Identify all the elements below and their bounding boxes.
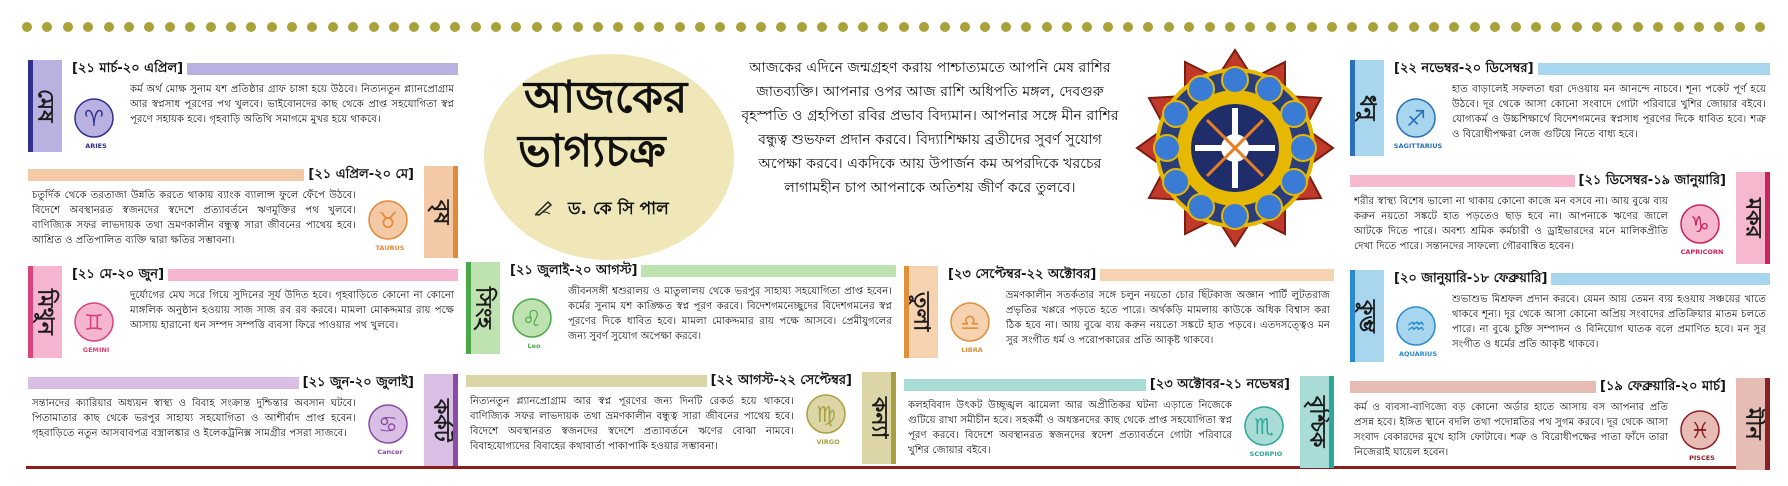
border-dot	[675, 22, 685, 32]
zodiac-symbol-caption: VIRGO	[816, 438, 840, 446]
tab-accent-rail	[28, 266, 33, 358]
tab-accent-rail	[1765, 172, 1770, 264]
horoscope-text: দুর্যোগের মেঘ সরে গিয়ে সুদিনের সূর্য উদিত হবে। গৃহবাড়িতে কোনো না কোনো মাঙ্গলিক অনুষ্ঠান হওয়ায় সাজ সাজ রব রব করবে। মামলা মোকদ্দমার রায় পক্ষে আসায় হারানো ধন সম্পদ সম্পত্তি ব্যবসা ফিরে পাওয়ার পথ খুলবে।	[130, 290, 454, 331]
sign-name-tab	[466, 262, 500, 354]
border-dot	[878, 22, 888, 32]
border-dot	[573, 22, 583, 32]
svg-text:♈: ♈	[84, 107, 104, 132]
border-dot	[511, 22, 521, 32]
tab-accent-rail	[1350, 270, 1355, 362]
border-dot	[1653, 22, 1663, 32]
sign-name: মিথুন	[32, 289, 58, 335]
horoscope-text: কর্ম অর্থ মোক্ষ সুনাম যশ প্রতিষ্ঠার গ্রাফ চাঙ্গা হয়ে উঠবে। নিত্যনতুন প্ল্যানপ্রোগ্রাম আর স্বপ্নসাধ পূরণের পথ খুলবে। ভাইবোনদের কাছ থেকে প্রাপ্ত সহযোগিতা স্বপ্ন পূরণে সহায়ক হবে। গৃহবাড়ি অতিথি সমাগমে মুখর হয়ে থাকবে।	[130, 84, 454, 125]
horoscope-text: কলহবিবাদ উৎকট উচ্ছৃঙ্খল ঝামেলা আর অপ্রীতিকর ঘটনা এড়াতে নিজেকে গুটিয়ে রাখা সমীচীন হবে। সহকর্মী ও অধস্তনদের কাছ থেকে প্রাপ্ত সহযোগিতা স্বপ্ন পূরণ করবে। বিদেশে অবস্থানরত স্বজনদের স্বদেশ প্রত্যাবর্তনে গোটা পরিবারে খুশির জোয়ার বইবে।	[908, 400, 1232, 456]
border-dot	[1572, 22, 1582, 32]
border-dot	[1021, 22, 1031, 32]
horoscope-card-libra	[904, 266, 1334, 362]
sign-name: মেষ	[32, 89, 58, 123]
border-dot	[1143, 22, 1153, 32]
border-dot	[654, 22, 664, 32]
horoscope-card-aquarius	[1350, 270, 1770, 366]
date-range: [২১ এপ্রিল-২০ মে]	[304, 165, 418, 186]
border-dot	[838, 22, 848, 32]
date-range-header	[506, 262, 896, 280]
border-dot	[1266, 22, 1276, 32]
date-range: [১৯ ফেব্রুয়ারি-২০ মার্চ]	[1596, 377, 1730, 398]
sign-name: সিংহ	[470, 287, 496, 329]
zodiac-symbol-caption: AQUARIUS	[1398, 350, 1438, 358]
border-dot	[858, 22, 868, 32]
zodiac-symbol-caption: GEMINI	[82, 346, 110, 354]
date-range: [২২ নভেম্বর-২০ ডিসেম্বর]	[1390, 59, 1538, 80]
zodiac-symbol-caption: TAURUS	[375, 244, 405, 252]
svg-text:♓: ♓	[1690, 419, 1710, 444]
border-dot	[471, 22, 481, 32]
intro-paragraph: আজকের এদিনে জন্মগ্রহণ করায় পাশ্চাত্যমতে আপনি মেষ রাশির জাতব্যক্তি। আপনার ওপর আজ রাশি অধিপতি মঙ্গল, দেবগুরু বৃহস্পতি ও গ্রহপিতা রবির প্রভাব বিদ্যমান। আপনার সঙ্গে মীন রাশির বন্ধুত্ব শুভফল প্রদান করবে। বিদ্যাশিক্ষায় ব্রতীদের সুবর্ণ সুযোগ অপেক্ষা করবে। একদিকে আয় উপার্জন কম অপরদিকে খরচের লাগামহীন চাপ আপনাকে অতিশয় জীর্ণ করে তুলবে।	[741, 60, 1119, 196]
svg-text:♏: ♏	[1254, 415, 1274, 440]
border-dot	[206, 22, 216, 32]
aries-zodiac-icon	[68, 94, 120, 146]
border-dot	[104, 22, 114, 32]
border-dot	[226, 22, 236, 32]
header-color-bar	[1350, 175, 1575, 187]
border-dot	[42, 22, 52, 32]
border-dot	[776, 22, 786, 32]
header-color-bar	[1538, 63, 1770, 75]
horoscope-text: শুভাশুভ মিশ্রফল প্রদান করবে। যেমন আয় তেমন ব্যয় হওয়ায় সঞ্চয়ের খাতে থাকবে শূন্য। দূর থেকে আসা কোনো অপ্রিয় সংবাদের প্রতিক্রিয়ার মাতম চলতে পারে। না বুঝে চুক্তি সম্পাদন ও বিনিয়োগ ঘাতক বলে প্রমাণিত হবে। মন সুর সংগীত ও ধর্মের প্রতি আকৃষ্ট থাকবে।	[1452, 294, 1766, 350]
border-dot	[144, 22, 154, 32]
border-dot	[369, 22, 379, 32]
date-range: [২১ মে-২০ জুন]	[68, 265, 168, 286]
svg-text:♌: ♌	[522, 307, 542, 332]
date-range-header	[1350, 378, 1730, 396]
border-dot	[940, 22, 950, 32]
border-dot	[185, 22, 195, 32]
border-dot	[328, 22, 338, 32]
date-range-header	[466, 372, 856, 390]
tab-accent-rail	[904, 266, 909, 358]
border-dot	[1490, 22, 1500, 32]
sign-name: কর্কট	[428, 398, 454, 442]
horoscope-card-aries	[28, 60, 458, 156]
border-dot	[1001, 22, 1011, 32]
sign-name-tab	[1300, 376, 1334, 468]
border-dot	[246, 22, 256, 32]
border-dot	[1388, 22, 1398, 32]
zodiac-symbol-caption: CAPRICORN	[1680, 248, 1724, 256]
leo-zodiac-icon	[506, 294, 558, 346]
border-dot	[1347, 22, 1357, 32]
svg-text:♑: ♑	[1690, 213, 1710, 238]
border-dot	[491, 22, 501, 32]
zodiac-symbol-caption: SAGITTARIUS	[1393, 142, 1443, 150]
horoscope-text: চতুর্দিক থেকে তরতাজা উন্নতি করতে থাকায় ব্যাংক ব্যালান্স ফুলে ফেঁপে উঠবে। বিদেশে অবস্থানরত স্বজনদের স্বদেশে প্রত্যাবর্তনে ঋণমুক্তির পথ খুলবে। বাণিজ্যিক সফর লাভদায়ক তথা ভ্রমণকালীন বন্ধুত্ব সারা জীবনের পাথেয় হবে। আশ্রিত ও প্রতিপালিত ব্যক্তি দ্বারা ক্ষতির সম্ভাবনা।	[32, 190, 356, 246]
zodiac-symbol-caption: SCORPIO	[1249, 450, 1283, 458]
page-title-line1: আজকের	[524, 72, 688, 123]
border-dot	[1735, 22, 1745, 32]
border-dot	[1225, 22, 1235, 32]
horoscope-card-leo	[466, 262, 896, 358]
svg-text:♋: ♋	[378, 413, 398, 438]
sign-name: ধনু	[1354, 95, 1380, 121]
border-dot	[1103, 22, 1113, 32]
border-dot	[960, 22, 970, 32]
border-dot	[593, 22, 603, 32]
border-dot	[1674, 22, 1684, 32]
author-name: ড. কে সি পাল	[568, 199, 669, 219]
horoscope-card-sagittarius	[1350, 60, 1770, 160]
header-color-bar	[1100, 269, 1334, 281]
border-dot	[267, 22, 277, 32]
date-range: [২১ ডিসেম্বর-১৯ জানুয়ারি]	[1575, 171, 1730, 192]
border-dot	[348, 22, 358, 32]
sign-name-tab	[862, 372, 896, 464]
tab-accent-rail	[453, 374, 458, 466]
border-dot	[1307, 22, 1317, 32]
border-dot	[756, 22, 766, 32]
gemini-zodiac-icon	[68, 298, 120, 350]
horoscope-card-virgo	[466, 372, 896, 468]
date-range: [২১ জুন-২০ জুলাই]	[299, 373, 418, 394]
horoscope-card-taurus	[28, 166, 458, 262]
border-dot	[1531, 22, 1541, 32]
border-dot	[1470, 22, 1480, 32]
tab-accent-rail	[466, 262, 471, 354]
horoscope-text: সন্তানদের ক্যারিয়ার অধ্যয়ন স্বাস্থ্য ও বিবাহ সংক্রান্ত দুশ্চিন্তার অবসান ঘটবে। পিতামাতার কাছ থেকে ভরপুর সাহায্য সহযোগিতা ও আশীর্বাদ প্রাপ্ত হবেন। গৃহবাড়িতে নতুন আসবাবপত্র বস্ত্রালঙ্কার ও ইলেকট্রনিক্স সামগ্রীর পসরা সাজবে।	[32, 398, 356, 439]
zodiac-wheel-image	[1135, 48, 1335, 248]
sign-name: মীন	[1740, 408, 1766, 440]
sign-name-tab	[1736, 378, 1770, 470]
border-dot	[124, 22, 134, 32]
border-dot	[1123, 22, 1133, 32]
horoscope-card-pisces	[1350, 378, 1770, 474]
date-range-header	[904, 376, 1294, 394]
border-dot	[1409, 22, 1419, 32]
border-dot	[430, 22, 440, 32]
header-color-bar	[1551, 273, 1770, 285]
tab-accent-rail	[453, 166, 458, 258]
border-dot	[1612, 22, 1622, 32]
date-range: [২২ আগস্ট-২২ সেপ্টেম্বর]	[707, 371, 856, 392]
date-range: [২১ জুলাই-২০ আগস্ট]	[506, 261, 641, 282]
tab-accent-rail	[1329, 376, 1334, 468]
sign-name-tab	[904, 266, 938, 358]
border-dot	[409, 22, 419, 32]
date-range-header	[1390, 270, 1770, 288]
border-dot	[1062, 22, 1072, 32]
sign-name-tab	[424, 374, 458, 466]
border-dot	[1511, 22, 1521, 32]
zodiac-symbol-caption: LIBRA	[961, 346, 983, 354]
sign-name-tab	[28, 60, 62, 152]
sign-name-tab	[1350, 270, 1384, 362]
header-color-bar	[904, 379, 1146, 391]
sign-name: তুলা	[908, 292, 934, 332]
date-range: [২৩ সেপ্টেম্বর-২২ অক্টোবর]	[944, 265, 1100, 286]
border-dot	[1755, 22, 1765, 32]
aquarius-zodiac-icon	[1390, 302, 1442, 354]
date-range-header	[1350, 172, 1730, 190]
horoscope-text: নিত্যনতুন প্ল্যানপ্রোগ্রাম আর স্বপ্ন পূরণের জন্য দিনটি রেকর্ড হয়ে থাকবে। বাণিজ্যিক সফর লাভদায়ক তথা ভ্রমণকালীন বন্ধুত্ব সারা জীবনের পাথেয় হবে। বিদেশে অবস্থানরত স্বজনদের স্বদেশে প্রত্যাবর্তনে ঋণের বোঝা নামবে। বিবাহযোগ্যদের বিবাহের কথাবার্তা পাকাপাকি হওয়ার সম্ভাবনা।	[470, 396, 794, 452]
horoscope-card-capricorn	[1350, 172, 1770, 268]
border-dot	[695, 22, 705, 32]
border-dot	[1042, 22, 1052, 32]
border-dot	[1184, 22, 1194, 32]
pisces-zodiac-icon	[1674, 406, 1726, 458]
taurus-zodiac-icon	[362, 196, 414, 248]
tab-accent-rail	[1350, 60, 1355, 156]
border-dot	[1592, 22, 1602, 32]
border-dot	[450, 22, 460, 32]
pen-icon	[534, 200, 554, 221]
date-range-header	[1390, 60, 1770, 78]
zodiac-symbol-caption: PISCES	[1689, 454, 1715, 462]
border-dot	[22, 22, 32, 32]
header-color-bar	[187, 63, 458, 75]
horoscope-card-cancer	[28, 374, 458, 470]
header-color-bar	[1350, 381, 1596, 393]
sign-name: মকর	[1740, 198, 1766, 238]
border-dot	[613, 22, 623, 32]
svg-text:♊: ♊	[84, 311, 104, 336]
header-color-bar	[466, 375, 707, 387]
sign-name-tab	[1736, 172, 1770, 264]
border-dot	[634, 22, 644, 32]
border-dot	[1694, 22, 1704, 32]
top-dotted-border	[22, 20, 1766, 34]
border-dot	[1205, 22, 1215, 32]
date-range-header	[68, 60, 458, 78]
author-byline	[534, 196, 669, 224]
date-range-header	[68, 266, 458, 284]
zodiac-symbol-caption: ARIES	[85, 142, 107, 150]
border-dot	[715, 22, 725, 32]
border-dot	[797, 22, 807, 32]
border-dot	[1082, 22, 1092, 32]
border-dot	[919, 22, 929, 32]
svg-text:♐: ♐	[1406, 107, 1426, 132]
date-range-header	[28, 166, 418, 184]
border-dot	[1449, 22, 1459, 32]
zodiac-symbol-caption: Cancer	[377, 448, 403, 456]
border-dot	[1714, 22, 1724, 32]
header-color-bar	[641, 265, 896, 277]
border-dot	[1368, 22, 1378, 32]
border-dot	[817, 22, 827, 32]
border-dot	[1327, 22, 1337, 32]
border-dot	[307, 22, 317, 32]
border-dot	[63, 22, 73, 32]
border-dot	[1164, 22, 1174, 32]
horoscope-card-scorpio	[904, 376, 1334, 472]
border-dot	[389, 22, 399, 32]
header-color-bar	[28, 377, 299, 389]
sign-name: কুম্ভ	[1354, 299, 1380, 333]
horoscope-text: কর্ম ও ব্যবসা-বাণিজ্যে বড় কোনো অর্ডার হাতে আসায় বস আপনার প্রতি প্রসন্ন হবে। ইঙ্গিত স্থানে বদলি তথা পদোন্নতির পথ সুগম করবে। দূর থেকে আসা সংবাদ বেকারদের মুখে হাসি ফোটাবে। শত্রু ও বিরোধীপক্ষের পাতা ফাঁদে তারা নিজেরাই ঘায়েল হবেন।	[1354, 402, 1668, 458]
border-dot	[552, 22, 562, 32]
border-dot	[1551, 22, 1561, 32]
header-color-bar	[28, 169, 304, 181]
date-range-header	[28, 374, 418, 392]
tab-accent-rail	[1765, 378, 1770, 470]
horoscope-card-gemini	[28, 266, 458, 362]
scorpio-zodiac-icon	[1238, 402, 1290, 454]
border-dot	[899, 22, 909, 32]
libra-zodiac-icon	[944, 298, 996, 350]
zodiac-symbol-caption: Leo	[527, 342, 541, 350]
horoscope-text: ভ্রমণকালীন সতর্কতার সঙ্গে চলুন নয়তো চোর ছিঁটকাজ অজ্ঞান পার্টি লুটতরাজ প্রভৃতির খপ্পরে পড়তে হতে পারে। অর্থকড়ি মামলায় কাউকে অধিক বিশ্বাস করা ঠিক হবে না। আয় বুঝে ব্যয় করুন নয়তো সঙ্কটে হাত পড়বে। এতদসত্ত্বেও মন সুর সংগীত ধর্ম ও পরোপকারের প্রতি আকৃষ্ট থাকবে।	[1006, 290, 1330, 346]
date-range: [২০ জানুয়ারি-১৮ ফেব্রুয়ারি]	[1390, 269, 1551, 290]
svg-text:♒: ♒	[1406, 315, 1426, 340]
svg-text:♉: ♉	[378, 209, 398, 234]
border-dot	[165, 22, 175, 32]
horoscope-text: শরীর স্বাস্থ্য বিশেষ ভালো না থাকায় কোনো কাজে মন বসবে না। আয় বুঝে ব্যয় করুন নয়তো সঙ্কটে হাত পড়তেও ছাড় হবে না। আপনাকে ঋণের জালে আটকে দিতে পারে। অবশ্য শ্রমিক কর্মচারী ও ড্রাইভারদের মনে মালিকপ্রীতি দেখা দিতে পারে। সন্তানদের সাফল্যে গৌরবান্বিত হবেন।	[1354, 196, 1668, 252]
title-circle	[484, 54, 734, 260]
date-range: [২১ মার্চ-২০ এপ্রিল]	[68, 59, 187, 80]
tab-accent-rail	[891, 372, 896, 464]
sagittarius-zodiac-icon	[1390, 94, 1442, 146]
sign-name: বৃষ	[428, 199, 454, 225]
horoscope-text: হাত বাড়ালেই সফলতা ধরা দেওয়ায় মন আনন্দে নাচবে। শূন্য পকেট পূর্ণ হয়ে উঠবে। দূর থেকে আসা কোনো সংবাদে গোটা পরিবারে খুশির জোয়ার বইবে। যোগ্যকর্ম ও উচ্চশিক্ষার্থে বিদেশগমনের স্বপ্নসাধ পূরণের দিকে ধাবিত হবে। শত্রু ও বিরোধীপক্ষরা লেজ গুটিয়ে নিতে বাধ্য হবে।	[1452, 84, 1766, 140]
tab-accent-rail	[28, 60, 33, 152]
sign-name-tab	[1350, 60, 1384, 156]
border-dot	[83, 22, 93, 32]
sign-name-tab	[28, 266, 62, 358]
cancer-zodiac-icon	[362, 400, 414, 452]
svg-text:♍: ♍	[816, 403, 836, 428]
header-color-bar	[168, 269, 458, 281]
border-dot	[287, 22, 297, 32]
page-title-line2: ভাগ্যচক্র	[518, 126, 666, 177]
date-range-header	[944, 266, 1334, 284]
border-dot	[1429, 22, 1439, 32]
border-dot	[532, 22, 542, 32]
sign-name: বৃশ্চিক	[1304, 396, 1330, 448]
horoscope-text: জীবনসঙ্গী শ্বশুরালয় ও মাতুলালয় থেকে ভরপুর সাহায্য সহযোগিতা প্রাপ্ত হবেন। কর্মের সুনাম যশ কাঙ্ক্ষিত স্বপ্ন পূরণ করবে। বিদেশগমনেচ্ছুদের বিদেশগমনের স্বপ্ন পূরণের দিকে ধাবিত হবে। মামলা মোকদ্দমার রায় পক্ষে আসবে। প্রেমীযুগলের জন্য সুবর্ণ সুযোগ অপেক্ষা করবে।	[568, 286, 892, 342]
border-dot	[980, 22, 990, 32]
border-dot	[1245, 22, 1255, 32]
virgo-zodiac-icon	[800, 390, 852, 442]
border-dot	[1286, 22, 1296, 32]
border-dot	[736, 22, 746, 32]
svg-text:♎: ♎	[960, 311, 980, 336]
sign-name-tab	[424, 166, 458, 258]
capricorn-zodiac-icon	[1674, 200, 1726, 252]
sign-name: কন্যা	[866, 397, 892, 439]
date-range: [২৩ অক্টোবর-২১ নভেম্বর]	[1146, 375, 1294, 396]
border-dot	[1633, 22, 1643, 32]
